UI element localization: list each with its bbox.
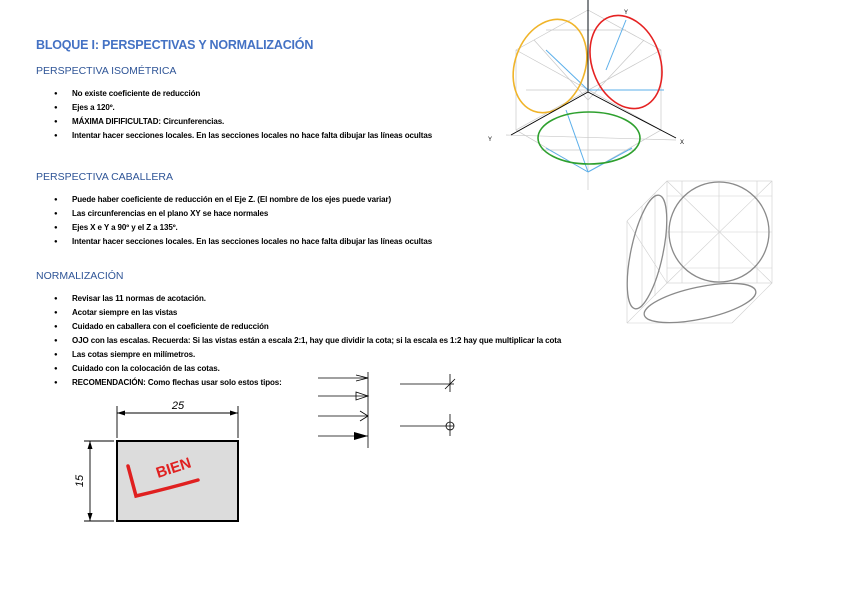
section-heading-caballera: PERSPECTIVA CABALLERA xyxy=(36,171,173,183)
list-item: ● OJO con las escalas. Recuerda: Si las vistas están a escala 2:1, hay que dividir la cota; si la escala es 1:2 hay que multiplicar la cota xyxy=(36,334,561,348)
list-item: ● RECOMENDACIÓN: Como flechas usar solo estos tipos: xyxy=(36,376,561,390)
cavalier-circles-figure xyxy=(622,176,777,326)
normalizacion-bullet-list xyxy=(36,292,561,390)
list-item: ● Revisar las 11 normas de acotación. xyxy=(36,292,561,306)
list-item: ● Intentar hacer secciones locales. En las secciones locales no hace falta dibujar las líneas ocultas xyxy=(36,129,432,143)
dimension-width-label: 25 xyxy=(171,400,185,412)
isometrica-bullet-list xyxy=(36,87,432,143)
bien-stamp: BIEN xyxy=(153,454,194,482)
list-item: ● Puede haber coeficiente de reducción en el Eje Z. (El nombre de los ejes puede variar) xyxy=(36,193,432,207)
page-title: BLOQUE I: PERSPECTIVAS Y NORMALIZACIÓN xyxy=(36,38,314,52)
list-item: ● Cuidado con la colocación de las cotas. xyxy=(36,362,561,376)
list-item: ● Intentar hacer secciones locales. En las secciones locales no hace falta dibujar las líneas ocultas xyxy=(36,235,432,249)
caballera-bullet-list xyxy=(36,193,432,249)
axis-label-top: Y xyxy=(624,10,629,16)
list-item: ● Las circunferencias en el plano XY se hace normales xyxy=(36,207,432,221)
list-item: ● Ejes a 120º. xyxy=(36,101,432,115)
arrow-types-figure xyxy=(312,370,472,450)
section-heading-normalizacion: NORMALIZACIÓN xyxy=(36,270,124,282)
axis-label-right: X xyxy=(680,140,685,146)
list-item: ● No existe coeficiente de reducción xyxy=(36,87,432,101)
list-item: ● Acotar siempre en las vistas xyxy=(36,306,561,320)
dimension-example-figure xyxy=(70,398,245,528)
section-heading-isometrica: PERSPECTIVA ISOMÉTRICA xyxy=(36,65,177,77)
axis-label-left: Y xyxy=(488,137,493,143)
list-item: ● MÁXIMA DIFIFICULTAD: Circunferencias. xyxy=(36,115,432,129)
dimension-height-label: 15 xyxy=(74,474,86,488)
list-item: ● Las cotas siempre en milímetros. xyxy=(36,348,561,362)
isometric-circles-figure xyxy=(486,0,686,195)
list-item: ● Cuidado en caballera con el coeficiente de reducción xyxy=(36,320,561,334)
list-item: ● Ejes X e Y a 90º y el Z a 135º. xyxy=(36,221,432,235)
